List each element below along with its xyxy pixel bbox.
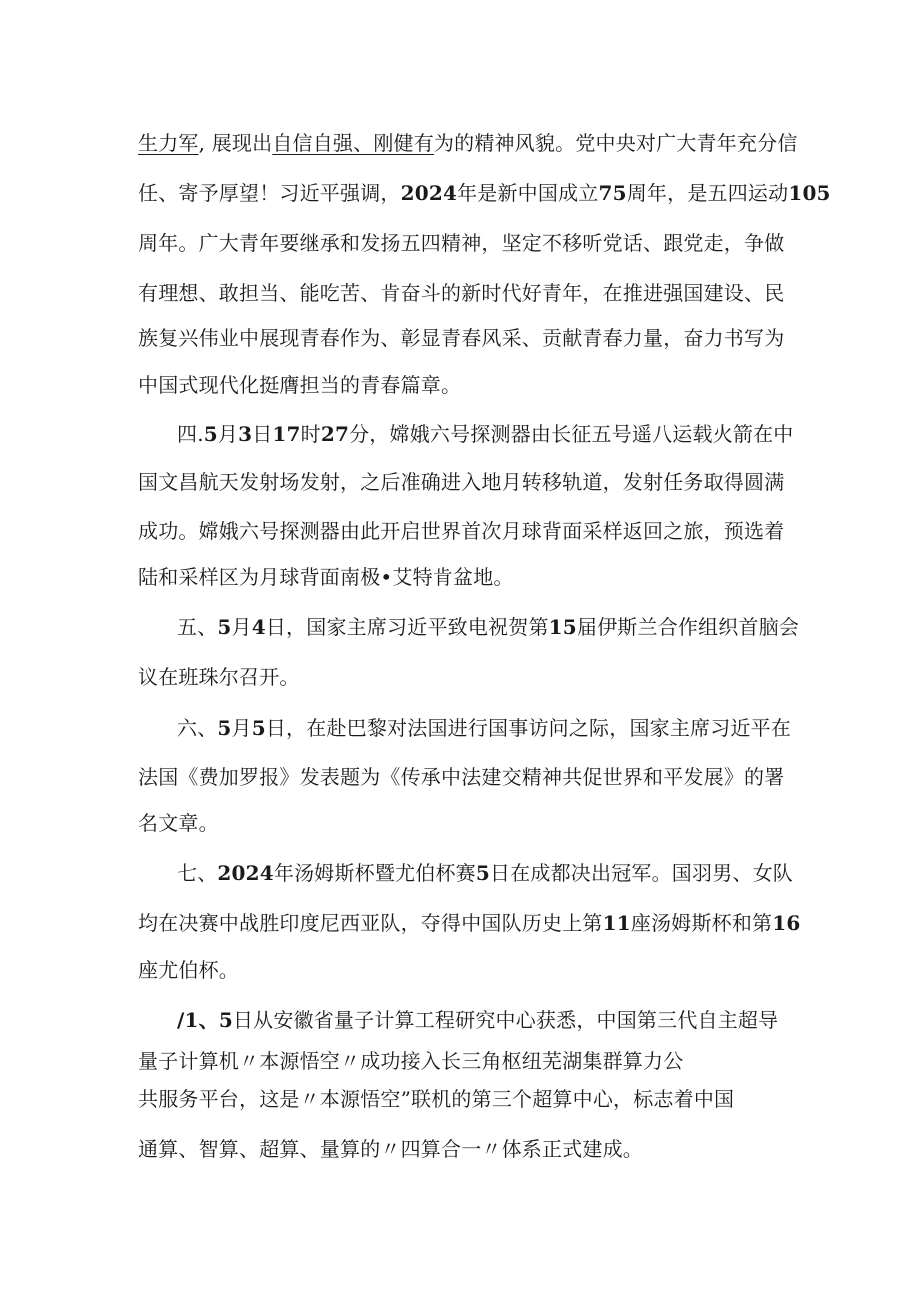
item-4-line-1: 四.5月3日17时27分，嫦娥六号探测器由长征五号遥八运载火箭在中 xyxy=(177,422,794,446)
item-7-line-1: 七、2024年汤姆斯杯暨尤伯杯赛5日在成都决出冠军。国羽男、女队 xyxy=(177,861,793,885)
paragraph-youth-line-4: 有理想、敢担当、能吃苦、肯奋斗的新时代好青年，在推进强国建设、民 xyxy=(138,281,785,305)
underlined-phrase: 自信自强、刚健有 xyxy=(272,131,434,155)
paragraph-youth-line-1: 生力军, 展现出自信自强、刚健有为的精神风貌。党中央对广大青年充分信 xyxy=(138,131,798,155)
item-6-line-2: 法国《费加罗报》发表题为《传承中法建交精神共促世界和平发展》的署 xyxy=(138,765,785,789)
item-4-line-2: 国文昌航天发射场发射，之后准确进入地月转移轨道，发射任务取得圆满 xyxy=(138,470,785,494)
item-8-line-2: 量子计算机〃本源悟空〃成功接入长三角枢纽芜湖集群算力公 xyxy=(138,1049,684,1073)
item-6-line-3: 名文章。 xyxy=(138,811,219,835)
item-7-line-2: 均在决赛中战胜印度尼西亚队，夺得中国队历史上第11座汤姆斯杯和第16 xyxy=(138,911,801,935)
item-8-line-1: /1、5日从安徽省量子计算工程研究中心获悉，中国第三代自主超导 xyxy=(177,1008,779,1032)
item-8-line-4: 通算、智算、超算、量算的〃四算合一〃体系正式建成。 xyxy=(138,1137,643,1161)
item-5-line-1: 五、5月4日，国家主席习近平致电祝贺第15届伊斯兰合作组织首脑会 xyxy=(177,615,800,639)
item-7-line-3: 座尤伯杯。 xyxy=(138,958,239,982)
item-6-line-1: 六、5月5日，在赴巴黎对法国进行国事访问之际，国家主席习近平在 xyxy=(177,716,792,740)
item-8-line-3: 共服务平台，这是〃本源悟空”联机的第三个超算中心，标志着中国 xyxy=(138,1087,735,1111)
paragraph-youth-line-2: 任、寄予厚望！习近平强调，2024年是新中国成立75周年，是五四运动105 xyxy=(138,181,831,205)
item-4-line-3: 成功。嫦娥六号探测器由此开启世界首次月球背面采样返回之旅，预选着 xyxy=(138,519,785,543)
underlined-phrase: 生力军 xyxy=(138,131,199,155)
item-4-line-4: 陆和采样区为月球背面南极•艾特肯盆地。 xyxy=(138,565,514,589)
paragraph-youth-line-5: 族复兴伟业中展现青春作为、彰显青春风采、贡献青春力量，奋力书写为 xyxy=(138,326,785,350)
paragraph-youth-line-6: 中国式现代化挺膺担当的青春篇章。 xyxy=(138,373,462,397)
item-5-line-2: 议在班珠尔召开。 xyxy=(138,665,300,689)
paragraph-youth-line-3: 周年。广大青年要继承和发扬五四精神，坚定不移听党话、跟党走，争做 xyxy=(138,231,785,255)
